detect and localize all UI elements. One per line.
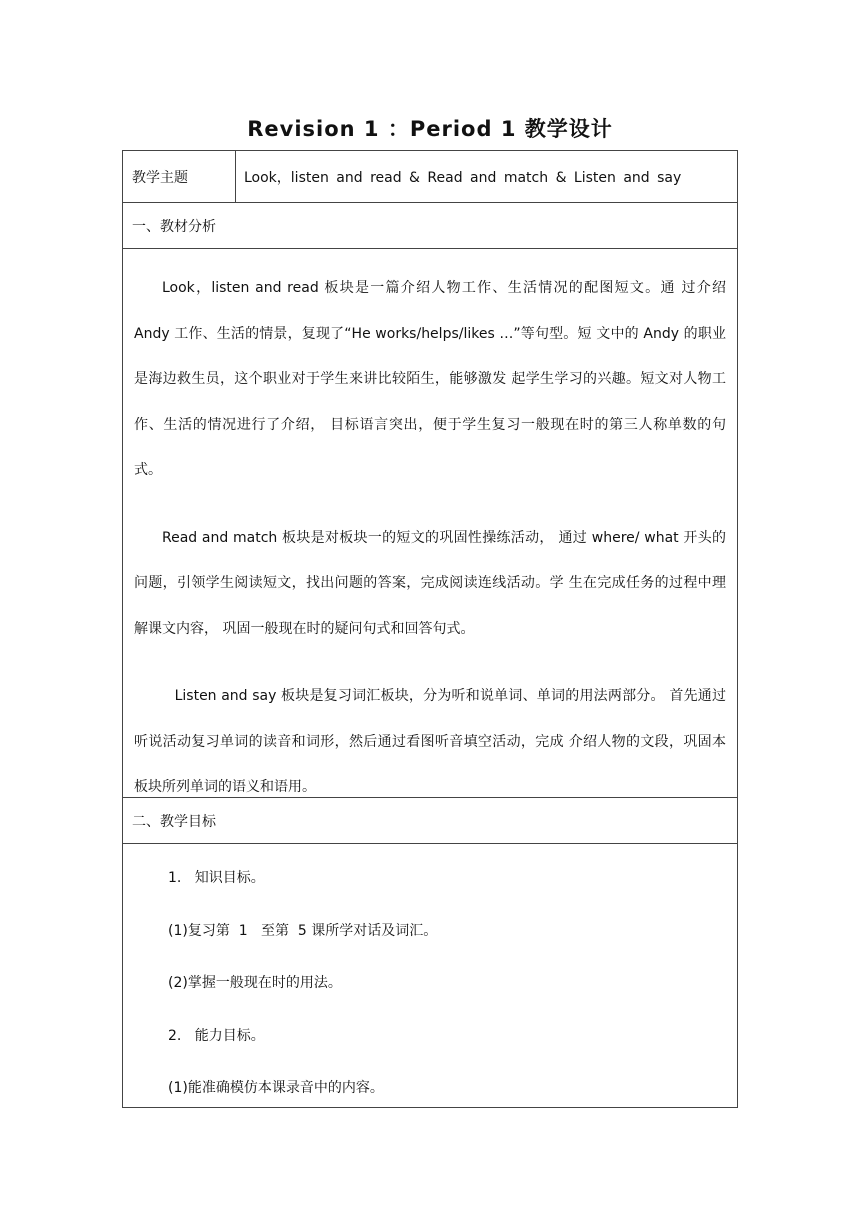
analysis-paragraph: Listen and say 板块是复习词汇板块，分为听和说单词、单词的用法两部分。 首先通过听说活动复习单词的读音和词形，然后通过看图听音填空活动，完成 介绍人物的文段，巩固本板块所列单词的语义和语用。 <box>134 688 726 795</box>
analysis-paragraph: Look，listen and read 板块是一篇介绍人物工作、生活情况的配图短文。通 过介绍 Andy 工作、生活的情景，复现了“He works/helps/likes …”等句型。短 文中的 Andy 的职业是海边救生员，这个职业对于学生来讲比较陌生，能够激发 起学生学习的兴趣。短文对人物工作、生活的情况进行了介绍， 目标语言突出，便于学生复习一般现在时的第三人称单数的句式。 <box>134 280 726 478</box>
subject-value: Look，listen and read & Read and match & Listen and say <box>244 169 682 186</box>
goal-item: 2. 能力目标。 <box>168 1027 265 1044</box>
goal-item: (1)复习第 1 至第 5 课所学对话及词汇。 <box>168 922 438 939</box>
lesson-plan-table <box>122 150 738 1108</box>
page-title: Revision 1 ：Period 1 教学设计 <box>247 117 613 141</box>
goal-item: 1. 知识目标。 <box>168 870 265 886</box>
goals-content <box>123 844 737 1107</box>
goal-item: (1)能准确模仿本课录音中的内容。 <box>168 1080 384 1096</box>
section-heading-goals: 二、教学目标 <box>123 798 737 844</box>
goal-item: (2)掌握一般现在时的用法。 <box>168 975 342 991</box>
analysis-paragraph: Read and match 板块是对板块一的短文的巩固性操练活动， 通过 where/ what 开头的问题，引领学生阅读短文，找出问题的答案，完成阅读连线活动。学 生在完成任务的过程中理解课文内容， 巩固一般现在时的疑问句式和回答句式。 <box>134 529 726 637</box>
subject-label: 教学主题 <box>123 151 236 202</box>
subject-row <box>123 151 737 203</box>
analysis-content <box>123 249 737 798</box>
section-heading-analysis: 一、教材分析 <box>123 203 737 249</box>
